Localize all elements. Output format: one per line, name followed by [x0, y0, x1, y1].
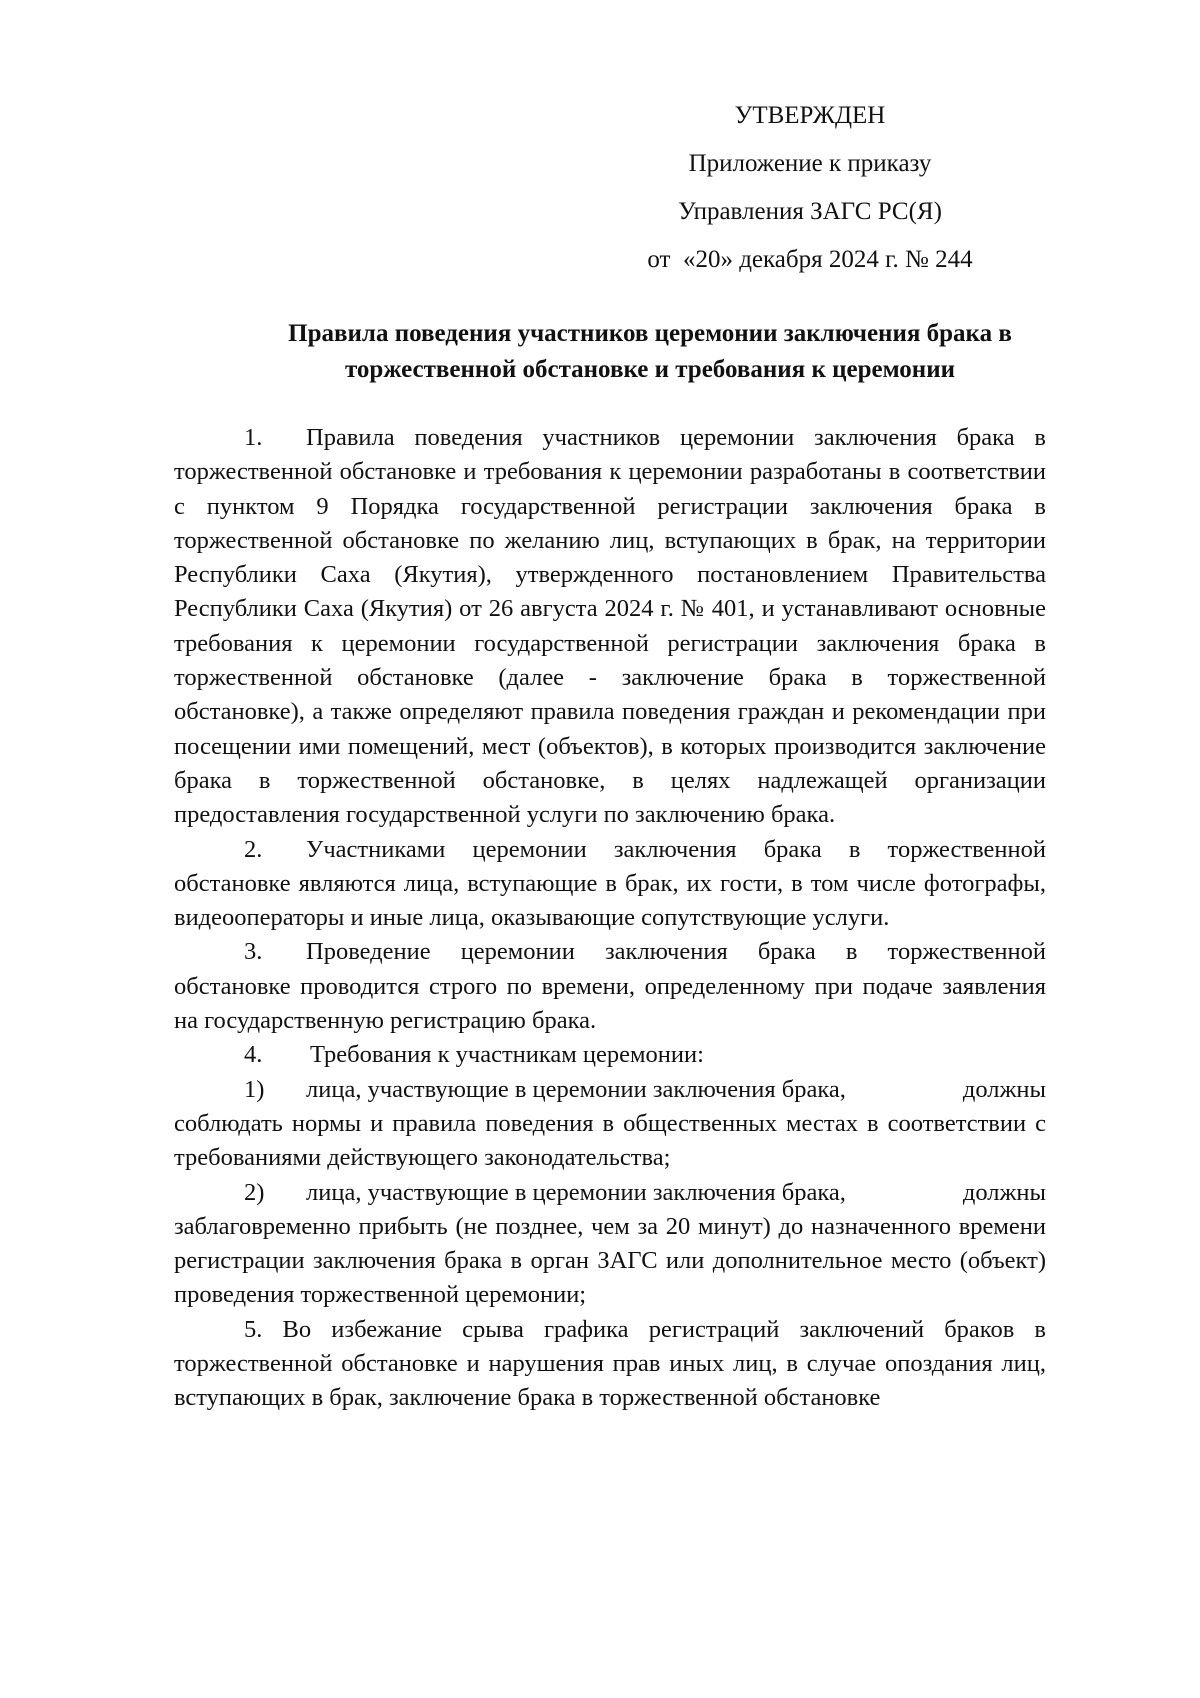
- approval-department: Управления ЗАГС РС(Я): [678, 198, 942, 225]
- paragraph-text: Правила поведения участников церемонии заключения брака в торжественной обстановке и требования к церемонии разработаны в соответствии с пунктом 9 Порядка государственной регистрации заключения брака в торжественной обстановке по желанию лиц, вступающих в брак, на территории Республики Саха (Якутия), утвержденного постановлением Правительства Республики Саха (Якутия) от 26 августа 2024 г. № 401, и устанавливают основные требования к церемонии государственной регистрации заключения брака в торжественной обстановке (далее - заключение брака в торжественной обстановке), а также определяют правила поведения граждан и рекомендации при посещении ими помещений, мест (объектов), в которых производится заключение брака в торжественной обстановке, в целях надлежащей организации предоставления государственной услуги по заключению брака.: [174, 424, 1046, 829]
- paragraph-3: [174, 935, 1046, 1038]
- paragraph-1: [174, 421, 1046, 833]
- paragraph-text: Проведение церемонии заключения брака в торжественной обстановке проводится строго по времени, определенному при подаче заявления на государственную регистрацию брака.: [174, 938, 1046, 1035]
- subitem-line-end: должны: [962, 1178, 1046, 1206]
- subitem-lead-text: лица, участвующие в церемонии заключения брака,: [306, 1178, 846, 1206]
- subitem-2: [174, 1176, 1046, 1313]
- approval-heading: УТВЕРЖДЕН: [734, 102, 886, 129]
- paragraph-number: 1.: [244, 424, 263, 451]
- subitem-lead: [174, 1073, 846, 1107]
- subitem-first-line: [174, 1073, 1046, 1107]
- subitem-text: соблюдать нормы и правила поведения в общественных местах в соответствии с требованиями действующего законодательства;: [174, 1109, 1046, 1172]
- paragraph-text: Участниками церемонии заключения брака в торжественной обстановке являются лица, вступающие в брак, их гости, в том числе фотографы, видеооператоры и иные лица, оказывающие сопутствующие услуги.: [174, 835, 1046, 932]
- subitem-lead-text: лица, участвующие в церемонии заключения брака,: [306, 1075, 846, 1103]
- paragraph-text: Требования к участникам церемонии:: [310, 1041, 704, 1069]
- paragraph-number: 3.: [244, 938, 263, 966]
- subitem-1: [174, 1073, 1046, 1176]
- subitem-number: 1): [244, 1075, 265, 1103]
- approval-order-reference: от «20» декабря 2024 г. № 244: [647, 246, 973, 273]
- paragraph-5: [174, 1313, 1046, 1416]
- paragraph-4: [174, 1038, 1046, 1072]
- paragraph-text: Во избежание срыва графика регистраций заключений браков в торжественной обстановке и нарушения прав иных лиц, в случае опоздания лиц, вступающих в брак, заключение брака в торжественной обстановке: [174, 1315, 1047, 1412]
- paragraph-number: 4.: [244, 1041, 263, 1069]
- document-title: [150, 316, 1150, 388]
- paragraph-number: 5.: [244, 1315, 263, 1343]
- subitem-line-end: должны: [962, 1075, 1046, 1103]
- paragraph-number: 2.: [244, 835, 263, 863]
- subitem-first-line: [174, 1176, 1046, 1210]
- approval-block: [640, 92, 980, 284]
- document-title-line-2: торжественной обстановке и требования к церемонии: [344, 356, 956, 383]
- document-title-line-1: Правила поведения участников церемонии заключения брака в: [288, 320, 1012, 347]
- subitem-number: 2): [244, 1178, 265, 1206]
- subitem-lead: [174, 1176, 846, 1210]
- subitem-text: заблаговременно прибыть (не позднее, чем за 20 минут) до назначенного времени регистрации заключения брака в орган ЗАГС или дополнительное место (объект) проведения торжественной церемонии;: [174, 1212, 1046, 1309]
- document-body: [174, 421, 1046, 1416]
- approval-appendix: Приложение к приказу: [688, 150, 932, 177]
- paragraph-2: [174, 833, 1046, 936]
